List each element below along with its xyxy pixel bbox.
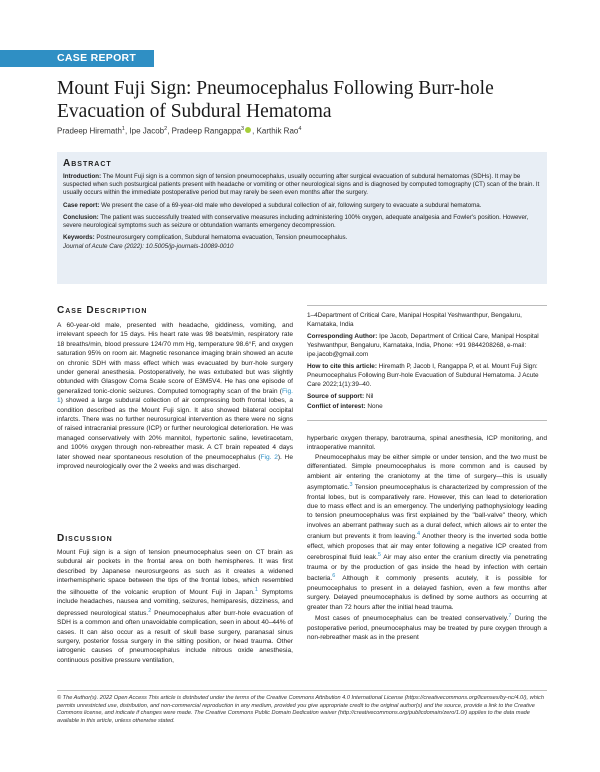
text: ) showed a large subdural collection of air compressing both frontal lobes, a condition described as the Mount Fuji sign. It also showed bilateral occipital infarcts. There was no further neurosurgical intervention as there were no signs of raised intracranial pressure (ICP) or further neurological deterioration. He was managed conservatively with 20% mannitol, hypertonic saline, levetiracetam, and 100% oxygen through non-rebreather mask. A CT brain repeated 4 days later showed near spontaneous resolution of the pneumocephalus ( (57, 397, 293, 461)
orcid-icon[interactable] (245, 127, 251, 133)
text: The patient was successfully treated with conservative measures including administering 100% oxygen, adequate analgesia and Fowler's position. However, severe neurological symptoms such as seizure or obtundation warrants emergency decompression. (63, 213, 529, 230)
text: Pneumocephalus after burr-hole evacuation of SDH is a common and often unavoidable complication, seen in about 40–44% of cases. It can also occur as a result of skull base surgery, paranasal sinus surgery, posterior fossa surgery in the sitting position, or head trauma. Other iatrogenic causes of pneumocephalus include nitrous oxide anesthesia, continuous positive pressure ventilation, (57, 609, 294, 664)
source-of-support (307, 392, 547, 401)
text: Hiremath P, Jacob I, Rangappa P, et al. Mount Fuji Sign: Pneumocephalus Following Burr-hole Evacuation of Subdural Hematoma. J Acute Care 2022;1(1):39–40. (307, 363, 539, 388)
text: ). He improved neurologically over the 2 weeks and was discharged. (57, 453, 293, 471)
reference-link[interactable]: 7 (508, 613, 512, 620)
discussion-body (57, 548, 293, 665)
author-name[interactable]: Pradeep Rangappa (171, 126, 242, 136)
journal-citation: Journal of Acute Care (2022): 10.5005/jp-journals-10089-0010 (63, 243, 234, 251)
author-name[interactable]: Pradeep Hiremath (57, 126, 122, 136)
case-description-heading: Case Description (57, 305, 148, 316)
license-footer: © The Author(s). 2022 Open Access This article is distributed under the terms of the Creative Commons Attribution 4.0 International License (https://creativecommons.org/licenses/by-nc/4.0/), which permits unrestricted use, distribution, and non-commercial reproduction in any medium, provided you give appropriate credit to the original author(s) and the source, provide a link to the Creative Commons license, and indicate if changes were made. The Creative Commons Public Domain Dedication waiver (http://creativecommons.org/publicdomain/zero/1.0/) applies to the data made available in this article, unless otherwise stated. (57, 695, 544, 724)
how-to-cite (307, 362, 547, 389)
text: Pneumocephalus may be either simple or under tension, and the two must be differentiated. Simple pneumocephalus is more common and is caused by ambient air entering the craniotomy at the time of surgery—this is usually asymptomatic. (307, 453, 547, 492)
paragraph (307, 612, 547, 642)
text: The Mount Fuji sign is a common sign of tension pneumocephalus, usually occurring after surgical evacuation of subdural hematomas (SDHs). It may be suspected when such postsurgical patients present with headache or vomiting or other neurological signs and is diagnosed by computed tomography (CT) scan of the brain. It usually occurs within the immediate postoperative period but may rarely be seen even months after the surgery. (63, 173, 540, 197)
label: Conclusion: (63, 213, 99, 221)
divider (57, 690, 547, 691)
paragraph: hyperbaric oxygen therapy, barotrauma, spinal anesthesia, ICP monitoring, and intraoperative mannitol. (307, 435, 547, 452)
reference-link[interactable]: 2 (148, 607, 152, 614)
figure-link[interactable]: Fig. 2 (260, 453, 278, 461)
author-name[interactable]: Karthik Rao (256, 126, 299, 136)
abstract-box (57, 152, 547, 284)
corresponding-author (307, 332, 547, 359)
text: During the postoperative period, pneumocephalus may be treated by pure oxygen through a non-rebreather mask as in the present (307, 615, 547, 642)
affiliation: 1–4Department of Critical Care, Manipal Hospital Yeshwanthpur, Bengaluru, Karnataka, India (307, 312, 522, 328)
reference-link[interactable]: 6 (332, 573, 336, 580)
label: How to cite this article: (307, 363, 377, 370)
label: Keywords: (63, 234, 95, 242)
text: Air may also enter the cranium directly via penetrating trauma or by the production of gas inside the head by infection with certain bacteria. (307, 554, 547, 583)
text: Mount Fuji sign is a sign of tension pneumocephalus seen on CT brain as subdural air pockets in the frontal area on both hemispheres. It was first described by Japanese neurosurgeons as such as it creates a widened interhemispheric space between the tips of the frontal lobes, which resembled the silhouette of the volcanic eruption of Mount Fuji in Japan. (57, 549, 293, 596)
text: Tension pneumocephalus is characterized by compression of the frontal lobes, but is comparatively rare. However, this can lead to deterioration due to mass effect and is an emergency. The underlying pathophysiology leading to tension pneumocephalus was first explained by the "ball-valve" theory, which involves an aberrant pathway such as a dural defect, which allows air to enter the cranium but prevents it from leaving. (307, 484, 547, 541)
label: Source of support: (307, 393, 365, 400)
abstract-case-report (63, 202, 541, 210)
divider (307, 420, 547, 421)
label: Case report: (63, 201, 100, 209)
author-affiliation-sup: 1 (121, 126, 125, 132)
divider (307, 305, 547, 306)
article-type-banner: CASE REPORT (0, 50, 154, 67)
reference-link[interactable]: 1 (254, 586, 258, 593)
abstract-heading: Abstract (63, 158, 112, 169)
abstract-conclusion (63, 214, 541, 230)
discussion-heading: Discussion (57, 533, 113, 544)
reference-link[interactable]: 5 (377, 552, 381, 559)
paragraph (307, 453, 547, 612)
text: None (365, 403, 383, 410)
label: Conflict of interest: (307, 403, 366, 410)
author-affiliation-sup: 2 (164, 126, 168, 132)
label: Corresponding Author: (307, 333, 378, 340)
abstract-keywords (63, 234, 541, 242)
article-title: Mount Fuji Sign: Pneumocephalus Following Burr-hole Evacuation of Subdural Hematoma (57, 78, 494, 122)
case-description-body (57, 321, 293, 472)
figure-link[interactable]: Fig. 1 (57, 387, 293, 405)
text: A 60-year-old male, presented with headache, giddiness, vomiting, and irrelevant speech for 15 days. His heart rate was 98 beats/min, respiratory rate 18 breaths/min, blood pressure 124/70 mm Hg, temperature 98.6°F, and oxygen saturation 95% on room air. Magnetic resonance imaging brain showed an acute on chronic SDH with mass effect which was evacuated by burr-hole surgery under general anesthesia. Postoperatively, he was extubated but was slightly obtunded with Glasgow Coma Scale score of E3M5V4. He has one episode of generalized tonic-clonic seizures. Computed tomography scan of the brain ( (57, 322, 293, 395)
text: Most cases of pneumocephalus can be treated conservatively. (315, 615, 509, 623)
text: Postneurosurgery complication, Subdural hematoma evacuation, Tension pneumocephalus. (94, 234, 348, 242)
author-affiliation-sup: 3 (241, 126, 245, 132)
discussion-body-continued (307, 434, 547, 642)
author-list: Pradeep Hiremath$^1$, Ipe Jacob$^2$, Pradeep Rangappa$^3$ , Karthik Rao$^4$ (57, 126, 302, 136)
article-metadata (307, 311, 547, 414)
text: We present the case of a 69-year-old male who developed a subdural collection of air, following surgery to evacuate a subdural hematoma. (99, 201, 482, 209)
label: Introduction: (63, 173, 102, 180)
text: Another theory is the inverted soda bottle effect, which proposes that air may enter following a negative ICP created from cerebrospinal fluid leak. (307, 533, 547, 562)
reference-link[interactable]: 3 (349, 482, 353, 489)
reference-link[interactable]: 4 (417, 531, 421, 538)
text: Symptoms include headaches, nausea and vomiting, seizures, hemiparesis, dizziness, and depressed neurological status. (57, 588, 293, 617)
conflict-of-interest (307, 402, 547, 411)
text: Ipe Jacob, Department of Critical Care, Manipal Hospital Yeshwanthpur, Bengaluru, Karnataka, India, Phone: +91 9844208268, e-mail: ipe.jacob@gmail.com (307, 333, 539, 358)
author-affiliation-sup: 4 (298, 126, 302, 132)
author-name[interactable]: Ipe Jacob (129, 126, 165, 136)
text: Nil (364, 393, 374, 400)
text: Although it commonly presents acutely, it is possible for pneumocephalus to present in a delayed fashion, even a few months after surgery. Delayed pneumocephalus is defined by some authors as occurring at greater than 72 hours after the initial head trauma. (307, 575, 547, 611)
abstract-introduction (63, 173, 541, 198)
